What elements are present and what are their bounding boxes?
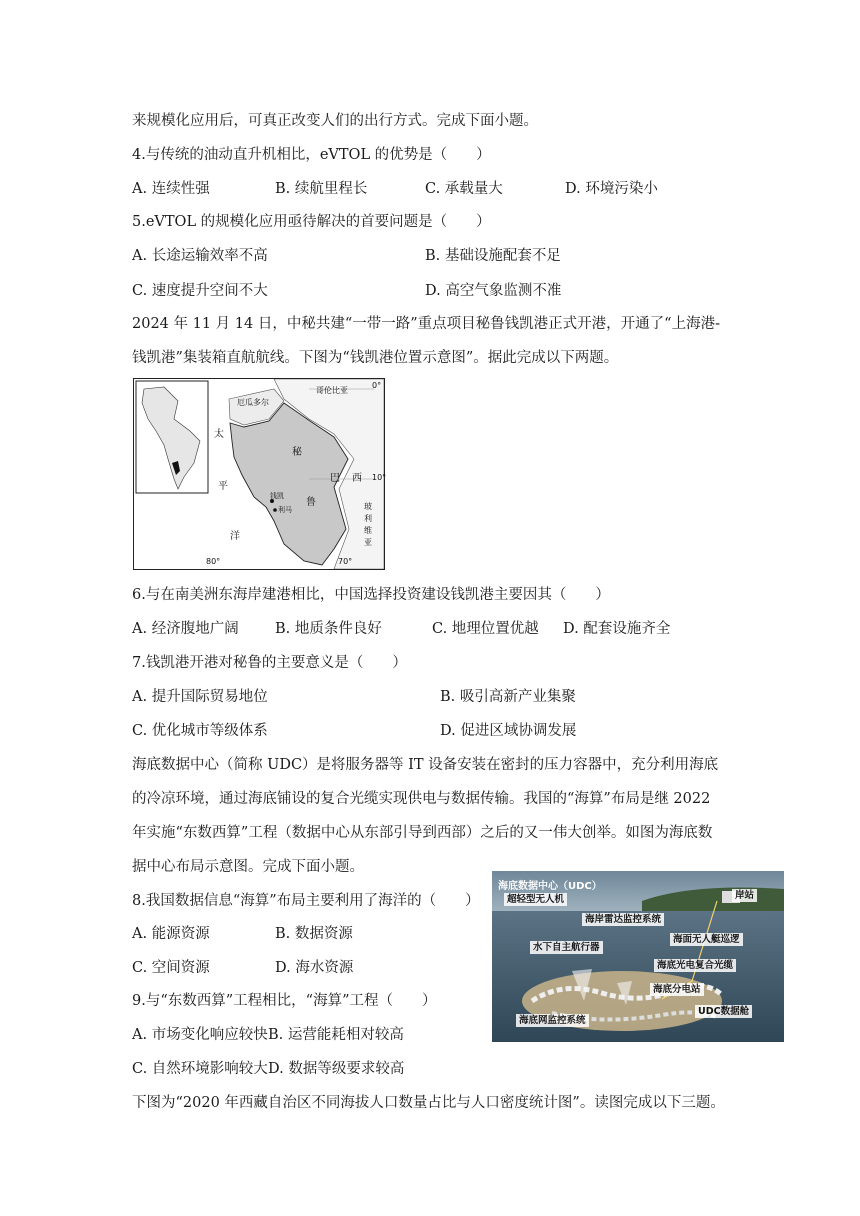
q6-option-d[interactable]: D. 配套设施齐全 [563, 621, 671, 637]
q9-option-c[interactable]: C. 自然环境影响较大 [132, 1061, 268, 1077]
q7-option-b[interactable]: B. 吸引高新产业集聚 [440, 689, 576, 705]
label-mi: 秘 [292, 447, 302, 458]
passage-3-line-1: 海底数据中心（简称 UDC）是将服务器等 IT 设备安装在密封的压力容器中，充分利用海底 [132, 757, 719, 773]
q7-option-d[interactable]: D. 促进区域协调发展 [440, 723, 577, 739]
passage-2-line-2: 钱凯港”集装箱直航航线。下图为“钱凯港位置示意图”。据此完成以下两题。 [132, 350, 619, 366]
label-lima: 利马 [278, 506, 292, 514]
q8-option-c[interactable]: C. 空间资源 [132, 960, 210, 976]
label-colombia: 哥伦比亚 [316, 386, 348, 395]
label-ping: 平 [218, 481, 228, 492]
passage-4: 下图为“2020 年西藏自治区不同海拔人口数量占比与人口密度统计图”。读图完成以下三题。 [132, 1095, 725, 1111]
q9-option-d[interactable]: D. 数据等级要求较高 [268, 1061, 405, 1077]
label-ba: 巴 [330, 473, 340, 484]
q5-option-c[interactable]: C. 速度提升空间不大 [132, 283, 268, 299]
q6-option-a[interactable]: A. 经济腹地广阔 [132, 621, 239, 637]
label-qiankai: 钱凯 [270, 492, 284, 500]
q6-option-b[interactable]: B. 地质条件良好 [275, 621, 382, 637]
q4-option-c[interactable]: C. 承载量大 [425, 181, 503, 197]
question-5: 5.eVTOL 的规模化应用亟待解决的首要问题是（ ） [132, 214, 491, 230]
passage-3-line-2: 的冷凉环境，通过海底铺设的复合光缆实现供电与数据传输。我国的“海算”布局是继 2022 [132, 791, 711, 807]
question-7: 7.钱凯港开港对秘鲁的主要意义是（ ） [132, 655, 407, 671]
label-tai: 太 [214, 429, 224, 440]
intro-line: 来规模化应用后，可真正改变人们的出行方式。完成下面小题。 [132, 113, 538, 129]
question-4: 4.与传统的油动直升机相比，eVTOL 的优势是（ ） [132, 147, 491, 163]
q8-option-a[interactable]: A. 能源资源 [132, 926, 210, 942]
label-ecuador: 厄瓜多尔 [237, 398, 269, 407]
label-net-monitor: 海底网监控系统 [516, 1014, 589, 1027]
label-bolivia-1: 玻 [364, 502, 372, 511]
question-9: 9.与“东数西算”工程相比，“海算”工程（ ） [132, 993, 437, 1009]
q8-option-d[interactable]: D. 海水资源 [275, 960, 354, 976]
label-bolivia-4: 亚 [364, 538, 372, 547]
label-cable: 海底光电复合光缆 [654, 959, 736, 972]
label-lat-0: 0° [372, 381, 382, 390]
q8-option-b[interactable]: B. 数据资源 [275, 926, 353, 942]
label-radar: 海岸雷达监控系统 [582, 913, 664, 926]
label-xi: 西 [352, 473, 362, 484]
label-substation: 海底分电站 [650, 983, 704, 996]
q9-option-a[interactable]: A. 市场变化响应较快 [132, 1027, 268, 1043]
label-udc-cabin: UDC数据舱 [695, 1005, 752, 1018]
q6-option-c[interactable]: C. 地理位置优越 [432, 621, 539, 637]
label-shore-station: 岸站 [732, 889, 757, 902]
q5-option-b[interactable]: B. 基础设施配套不足 [425, 248, 561, 264]
label-auv: 水下自主航行器 [530, 941, 603, 954]
q5-option-d[interactable]: D. 高空气象监测不准 [425, 283, 562, 299]
udc-title: 海底数据中心（UDC） [498, 881, 602, 892]
q7-option-a[interactable]: A. 提升国际贸易地位 [132, 689, 268, 705]
label-lon-80: 80° [206, 557, 221, 566]
passage-3-line-4: 据中心布局示意图。完成下面小题。 [132, 859, 364, 875]
q4-option-d[interactable]: D. 环境污染小 [565, 181, 658, 197]
passage-3-line-3: 年实施“东数西算”工程（数据中心从东部引导到西部）之后的又一伟大创举。如图为海底数 [132, 825, 713, 841]
q9-option-b[interactable]: B. 运营能耗相对较高 [268, 1027, 404, 1043]
passage-2-line-1: 2024 年 11 月 14 日，中秘共建“一带一路”重点项目秘鲁钱凯港正式开港，开通了“上海港- [132, 316, 720, 332]
q5-option-a[interactable]: A. 长途运输效率不高 [132, 248, 268, 264]
q7-option-c[interactable]: C. 优化城市等级体系 [132, 723, 268, 739]
q4-option-a[interactable]: A. 连续性强 [132, 181, 210, 197]
lima-marker [273, 508, 277, 512]
question-6: 6.与在南美洲东海岸建港相比，中国选择投资建设钱凯港主要因其（ ） [132, 587, 610, 603]
label-usv: 海面无人艇巡逻 [670, 933, 743, 946]
label-lat-10: 10° [372, 473, 387, 482]
label-bolivia-3: 维 [364, 526, 372, 535]
label-yang: 洋 [230, 531, 240, 542]
label-lu: 鲁 [306, 497, 316, 508]
label-bolivia-2: 利 [364, 514, 372, 523]
question-8: 8.我国数据信息“海算”布局主要利用了海洋的（ ） [132, 893, 480, 909]
qiankai-port-map [133, 378, 385, 570]
label-drone: 超轻型无人机 [504, 893, 567, 906]
label-lon-70: 70° [338, 557, 353, 566]
q4-option-b[interactable]: B. 续航里程长 [275, 181, 368, 197]
udc-layout-illustration [492, 871, 784, 1042]
